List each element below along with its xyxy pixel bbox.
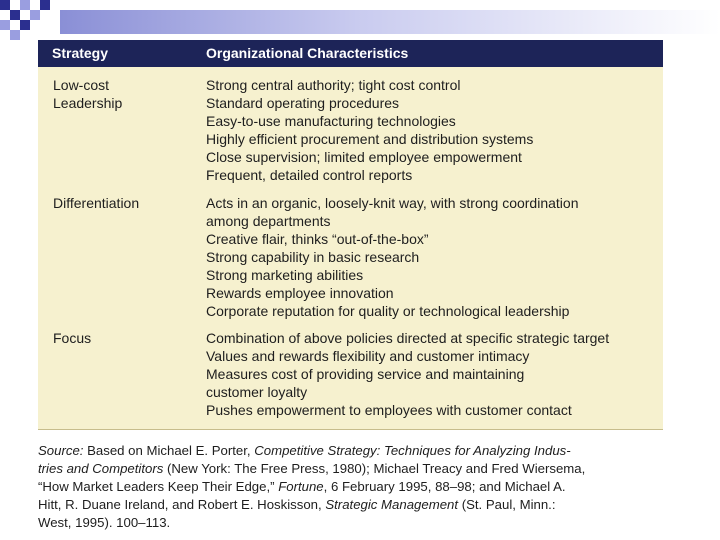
decorative-header <box>0 0 720 40</box>
characteristic-line: Corporate reputation for quality or technological leadership <box>206 303 570 319</box>
strategy-line: Focus <box>53 330 92 346</box>
characteristics-cell <box>206 329 656 419</box>
source-citation <box>38 442 678 532</box>
source-text: (St. Paul, Minn.: <box>458 497 556 512</box>
characteristic-line: Values and rewards flexibility and customer intimacy <box>206 348 530 364</box>
characteristic-line: among departments <box>206 213 331 229</box>
characteristic-line: Measures cost of providing service and maintaining <box>206 366 525 382</box>
source-italic: tries and Competitors <box>38 461 164 476</box>
source-line <box>38 442 678 460</box>
strategy-table <box>38 40 663 430</box>
characteristic-line: Strong capability in basic research <box>206 249 420 265</box>
decorative-square <box>0 0 10 10</box>
source-line <box>38 496 678 514</box>
characteristic-line: Highly efficient procurement and distribution systems <box>206 131 534 147</box>
source-line <box>38 460 678 478</box>
characteristic-line: Creative flair, thinks “out-of-the-box” <box>206 231 429 247</box>
source-line <box>38 478 678 496</box>
characteristic-line: Pushes empowerment to employees with customer contact <box>206 402 572 418</box>
table-header <box>38 40 663 67</box>
source-italic: Strategic Management <box>325 497 459 512</box>
strategy-line: Differentiation <box>53 195 140 211</box>
characteristics-cell <box>206 194 656 320</box>
characteristic-line: Acts in an organic, loosely-knit way, with strong coordination <box>206 195 579 211</box>
source-label: Source: <box>38 443 84 458</box>
characteristic-line: Rewards employee innovation <box>206 285 394 301</box>
source-text: , 6 February 1995, 88–98; and Michael A. <box>323 479 566 494</box>
source-italic: Competitive Strategy: Techniques for Analyzing Indus- <box>254 443 571 458</box>
characteristic-line: Easy-to-use manufacturing technologies <box>206 113 456 129</box>
strategy-cell <box>53 194 193 212</box>
characteristic-line: customer loyalty <box>206 384 308 400</box>
decorative-square <box>30 10 40 20</box>
strategy-cell <box>53 76 193 112</box>
characteristic-line: Standard operating procedures <box>206 95 400 111</box>
source-text: “How Market Leaders Keep Their Edge,” <box>38 479 279 494</box>
decorative-square <box>0 20 10 30</box>
source-text: West, 1995). 100–113. <box>38 515 171 530</box>
header-strategy: Strategy <box>52 45 109 61</box>
strategy-line: Leadership <box>53 95 123 111</box>
header-characteristics: Organizational Characteristics <box>206 45 409 61</box>
decorative-square <box>20 0 30 10</box>
strategy-line: Low-cost <box>53 77 110 93</box>
decorative-square <box>10 30 20 40</box>
decorative-square <box>20 20 30 30</box>
decorative-square <box>40 0 50 10</box>
characteristic-line: Strong marketing abilities <box>206 267 364 283</box>
characteristic-line: Strong central authority; tight cost control <box>206 77 461 93</box>
source-text: (New York: The Free Press, 1980); Michael Treacy and Fred Wiersema, <box>163 461 586 476</box>
characteristic-line: Close supervision; limited employee empowerment <box>206 149 522 165</box>
source-text: Hitt, R. Duane Ireland, and Robert E. Hoskisson, <box>38 497 326 512</box>
characteristic-line: Frequent, detailed control reports <box>206 167 413 183</box>
source-text: Based on Michael E. Porter, <box>83 443 255 458</box>
decorative-gradient-bar <box>60 10 720 34</box>
decorative-square <box>10 10 20 20</box>
source-italic: Fortune <box>278 479 324 494</box>
source-line <box>38 514 678 532</box>
characteristics-cell <box>206 76 656 184</box>
strategy-cell <box>53 329 193 347</box>
characteristic-line: Combination of above policies directed at specific strategic target <box>206 330 610 346</box>
